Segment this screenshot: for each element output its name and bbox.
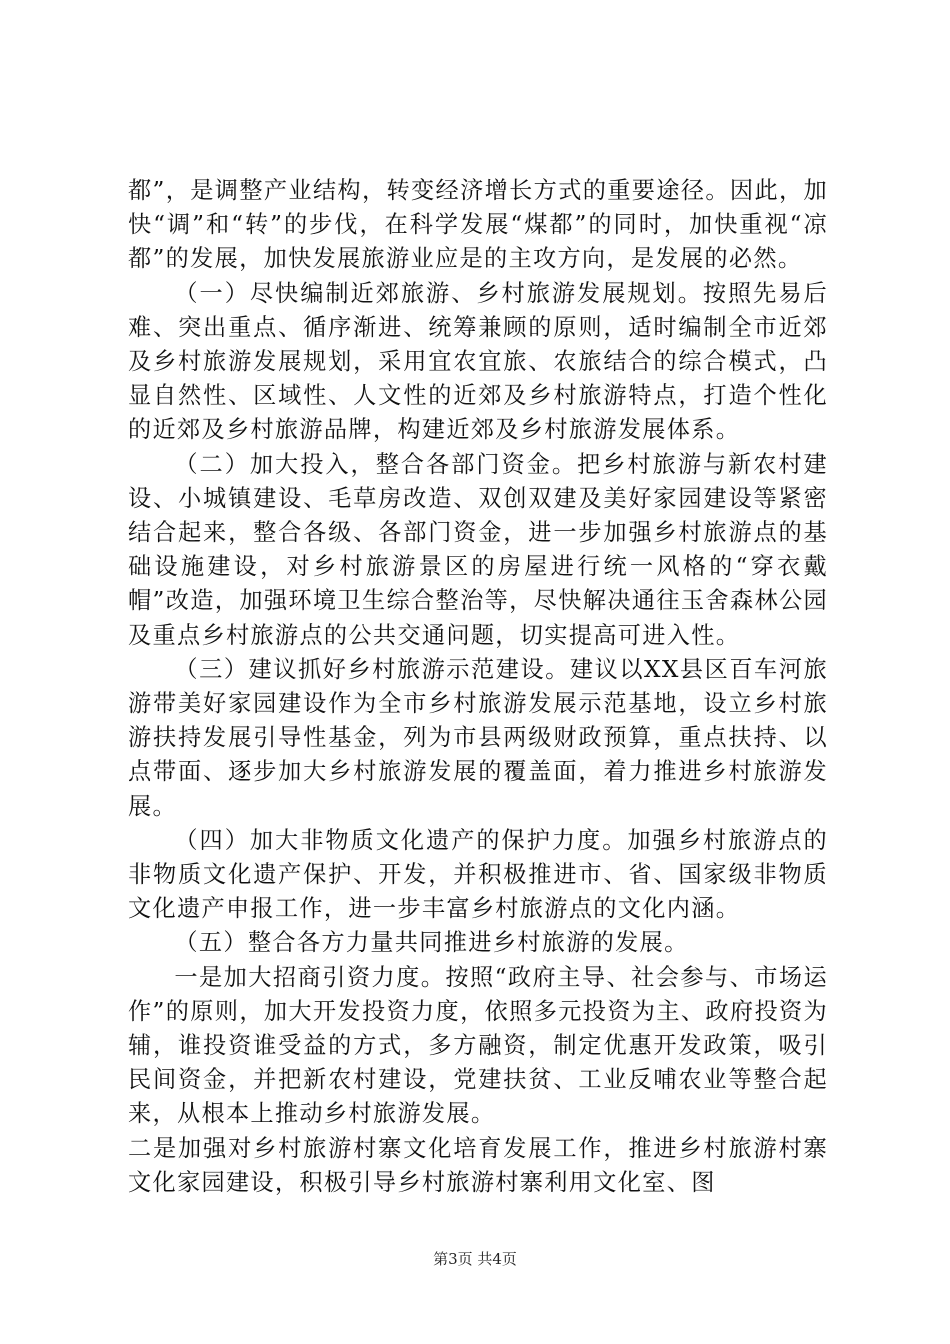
document-body — [128, 174, 828, 1200]
paragraph-7: 二是加强对乡村旅游村寨文化培育发展工作，推进乡村旅游村寨文化家园建设，积极引导乡村旅游村寨利用文化室、图 — [128, 1134, 828, 1196]
paragraph-2: （二）加大投入，整合各部门资金。把乡村旅游与新农村建设、小城镇建设、毛草房改造、双创双建及美好家园建设等紧密结合起来，整合各级、各部门资金，进一步加强乡村旅游点的基础设施建设，对乡村旅游景区的房屋进行统一风格的“穿衣戴帽”改造，加强环境卫生综合整治等，尽快解决通往玉舍森林公园及重点乡村旅游点的公共交通问题，切实提高可进入性。 — [128, 450, 828, 649]
paragraph-continuation: 都”，是调整产业结构，转变经济增长方式的重要途径。因此，加快“调”和“转”的步伐，在科学发展“煤都”的同时，加快重视“凉都”的发展，加快发展旅游业应是的主攻方向，是发展的必然。 — [128, 177, 828, 273]
page-number: 第3页 共4页 — [433, 1250, 517, 1268]
paragraph-3: （三）建议抓好乡村旅游示范建设。建议以XX县区百车河旅游带美好家园建设作为全市乡村旅游发展示范基地，设立乡村旅游扶持发展引导性基金，列为市县两级财政预算，重点扶持、以点带面、逐步加大乡村旅游发展的覆盖面，着力推进乡村旅游发展。 — [128, 655, 828, 820]
paragraph-1: （一）尽快编制近郊旅游、乡村旅游发展规划。按照先易后难、突出重点、循序渐进、统筹兼顾的原则，适时编制全市近郊及乡村旅游发展规划，采用宜农宜旅、农旅结合的综合模式，凸显自然性、区域性、人文性的近郊及乡村旅游特点，打造个性化的近郊及乡村旅游品牌，构建近郊及乡村旅游发展体系。 — [128, 279, 828, 444]
paragraph-6: 一是加大招商引资力度。按照“政府主导、社会参与、市场运作”的原则，加大开发投资力度，依照多元投资为主、政府投资为辅，谁投资谁受益的方式，多方融资，制定优惠开发政策，吸引民间资金，并把新农村建设，党建扶贫、工业反哺农业等整合起来，从根本上推动乡村旅游发展。 — [128, 963, 828, 1128]
paragraph-4: （四）加大非物质文化遗产的保护力度。加强乡村旅游点的非物质文化遗产保护、开发，并积极推进市、省、国家级非物质文化遗产申报工作，进一步丰富乡村旅游点的文化内涵。 — [128, 826, 828, 923]
paragraph-5: （五）整合各方力量共同推进乡村旅游的发展。 — [174, 929, 689, 957]
